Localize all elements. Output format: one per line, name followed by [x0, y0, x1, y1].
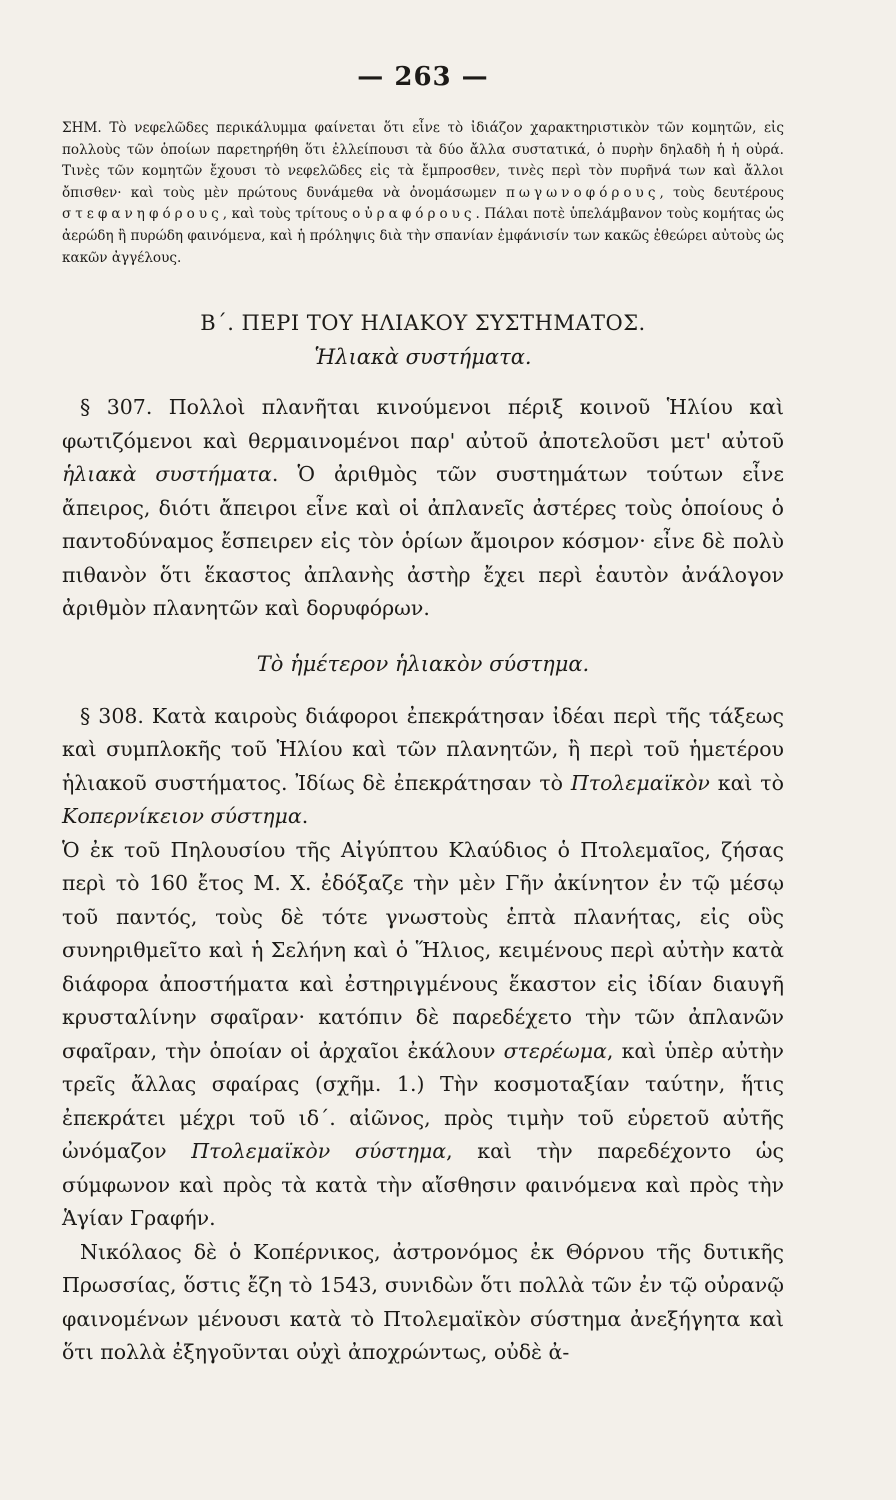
- footnote-text-4: . Πάλαι ποτὲ ὑπελάμβανον τοὺς κομήτας ὡς ἀερώδη ἢ πυρώδη φαινόμενα, καὶ ἡ πρόληψις διὰ τὴν σπανίαν ἐμφάνισίν των κακῶς ἐθεώρει αὐτοὺς ὡς κακῶν ἀγγέλους.: [62, 206, 784, 266]
- paragraph-308-italic-1: Πτολεμαϊκὸν: [570, 770, 710, 795]
- paragraph-307-text-2: . Ὁ ἀριθμὸς τῶν συστημάτων τούτων εἶνε ἄπειρος, διότι ἄπειροι εἶνε καὶ οἱ ἀπλανεῖς ἀστέρες τοὺς ὁποίους ὁ παντοδύναμος ἔσπειρεν εἰς τὸν ὁρίων ἄμοιρον κόσμον· εἶνε δὲ πολὺ πιθανὸν ὅτι ἕκαστος ἀπλανὴς ἀστὴρ ἔχει περὶ ἑαυτὸν ἀνάλογον ἀριθμὸν πλανητῶν καὶ δορυφόρων.: [62, 462, 784, 621]
- footnote-text-3: , καὶ τοὺς τρίτους: [222, 206, 353, 223]
- paragraph-307-text-1: § 307. Πολλοὶ πλανῆται κινούμενοι πέριξ κοινοῦ Ἡλίου καὶ φωτιζόμενοι καὶ θερμαινομένοι παρ' αὐτοῦ ἀποτελοῦσι μετ' αὐτοῦ: [62, 395, 784, 453]
- paragraph-307: [62, 391, 784, 626]
- page-number: — 263 —: [357, 62, 489, 92]
- paragraph-ptolemy-text-2: , καὶ ὑπὲρ αὐτὴν τρεῖς ἄλλας σφαίρας (σχῆμ. 1.) Τὴν κοσμοταξίαν ταύτην, ἥτις ἐπεκράτει μέχρι τοῦ ιδ΄. αἰῶνος, πρὸς τιμὴν τοῦ εὑρετοῦ αὐτῆς ὠνόμαζον: [62, 1038, 784, 1164]
- paragraph-ptolemy-italic-2: Πτολεμαϊκὸν σύστημα: [191, 1139, 447, 1164]
- footnote-text-1: Τὸ νεφελῶδες περικάλυμμα φαίνεται ὅτι εἶνε τὸ ἰδιάζον χαρακτηριστικὸν τῶν κομητῶν, εἰς πολλοὺς τῶν ὁποίων παρετηρήθη ὅτι ἐλλείπουσι τὰ δύο ἄλλα συστατικά, ὁ πυρὴν δηλαδὴ ἡ ἡ οὐρά. Τινὲς τῶν κομητῶν ἔχουσι τὸ νεφελῶδες εἰς τὰ ἔμπροσθεν, τινὲς περὶ τὸν πυρῆνά των καὶ ἄλλοι ὄπισθεν· καὶ τοὺς μὲν πρώτους δυνάμεθα νὰ ὀνομάσωμεν: [62, 120, 784, 201]
- paragraph-308-text-1: § 308. Κατὰ καιροὺς διάφοροι ἐπεκράτησαν ἰδέαι περὶ τῆς τάξεως καὶ συμπλοκῆς τοῦ Ἡλίου καὶ τῶν πλανητῶν, ἢ περὶ τοῦ ἡμετέρου ἡλιακοῦ συστήματος. Ἰδίως δὲ ἐπεκράτησαν τὸ: [62, 703, 784, 795]
- paragraph-308-italic-2: Κοπερνίκειον σύστημα: [62, 804, 302, 829]
- section-heading: Β΄. ΠΕΡΙ ΤΟΥ ΗΛΙΑΚΟΥ ΣΥΣΤΗΜΑΤΟΣ.: [200, 311, 646, 336]
- paragraph-307-italic-1: ἡλιακὰ συστήματα: [62, 462, 272, 487]
- footnote: [62, 118, 784, 269]
- paragraph-308: [62, 700, 784, 834]
- paragraph-ptolemy-text-3: , καὶ τὴν παρεδέχοντο ὡς σύμφωνον καὶ πρὸς τὰ κατὰ τὴν αἴσθησιν φαινόμενα καὶ πρὸς τὴν Ἁγίαν Γραφήν.: [62, 1139, 785, 1231]
- paragraph-copernicus: [62, 1236, 784, 1370]
- paragraph-ptolemy-italic-1: στερέωμα: [503, 1038, 607, 1063]
- footnote-text-2: , τοὺς δευτέρους: [659, 184, 784, 201]
- footnote-label: ΣΗΜ.: [62, 120, 102, 136]
- paragraph-copernicus-text-1: Νικόλαος δὲ ὁ Κοπέρνικος, ἀστρονόμος ἐκ Θόρνου τῆς δυτικῆς Πρωσσίας, ὅστις ἔζη τὸ 1543, συνιδὼν ὅτι πολλὰ τῶν ἐν τῷ οὐρανῷ φαινομένων μένουσι κατὰ τὸ Πτολεμαϊκὸν σύστημα ἀνεξήγητα καὶ ὅτι πολλὰ ἐξηγοῦνται οὐχὶ ἀποχρώντως, οὐδὲ ἀ-: [62, 1239, 784, 1365]
- paragraph-308-text-2: καὶ τὸ: [709, 770, 784, 795]
- paragraph-308-text-3: .: [301, 804, 309, 829]
- paragraph-ptolemy: [62, 834, 784, 1236]
- term-pogonophorous: πωγωνοφόρους: [506, 184, 660, 201]
- term-ouraphorous: οὐραφόρους: [352, 206, 476, 223]
- subheading-solar-systems: Ἡλιακὰ συστήματα.: [314, 345, 532, 370]
- subheading-our-solar-system: Τὸ ἡμέτερον ἡλιακὸν σύστημα.: [256, 651, 590, 676]
- paragraph-ptolemy-text-1: Ὁ ἐκ τοῦ Πηλουσίου τῆς Αἰγύπτου Κλαύδιος ὁ Πτολεμαῖος, ζήσας περὶ τὸ 160 ἔτος Μ. Χ. ἐδόξαζε τὴν μὲν Γῆν ἀκίνητον ἐν τῷ μέσῳ τοῦ παντός, τοὺς δὲ τότε γνωστοὺς ἑπτὰ πλανήτας, εἰς οὓς συνηριθμεῖτο καὶ ἡ Σελήνη καὶ ὁ Ἥλιος, κειμένους περὶ αὐτὴν κατὰ διάφορα ἀποστήματα καὶ ἐστηριγμένους ἕκαστον εἰς ἰδίαν διαυγῆ κρυσταλίνην σφαῖραν· κατόπιν δὲ παρεδέχετο τὴν τῶν ἀπλανῶν σφαῖραν, τὴν ὁποίαν οἱ ἀρχαῖοι ἐκάλουν: [62, 837, 784, 1063]
- term-stefanoforous: στεφανηφόρους: [62, 206, 223, 223]
